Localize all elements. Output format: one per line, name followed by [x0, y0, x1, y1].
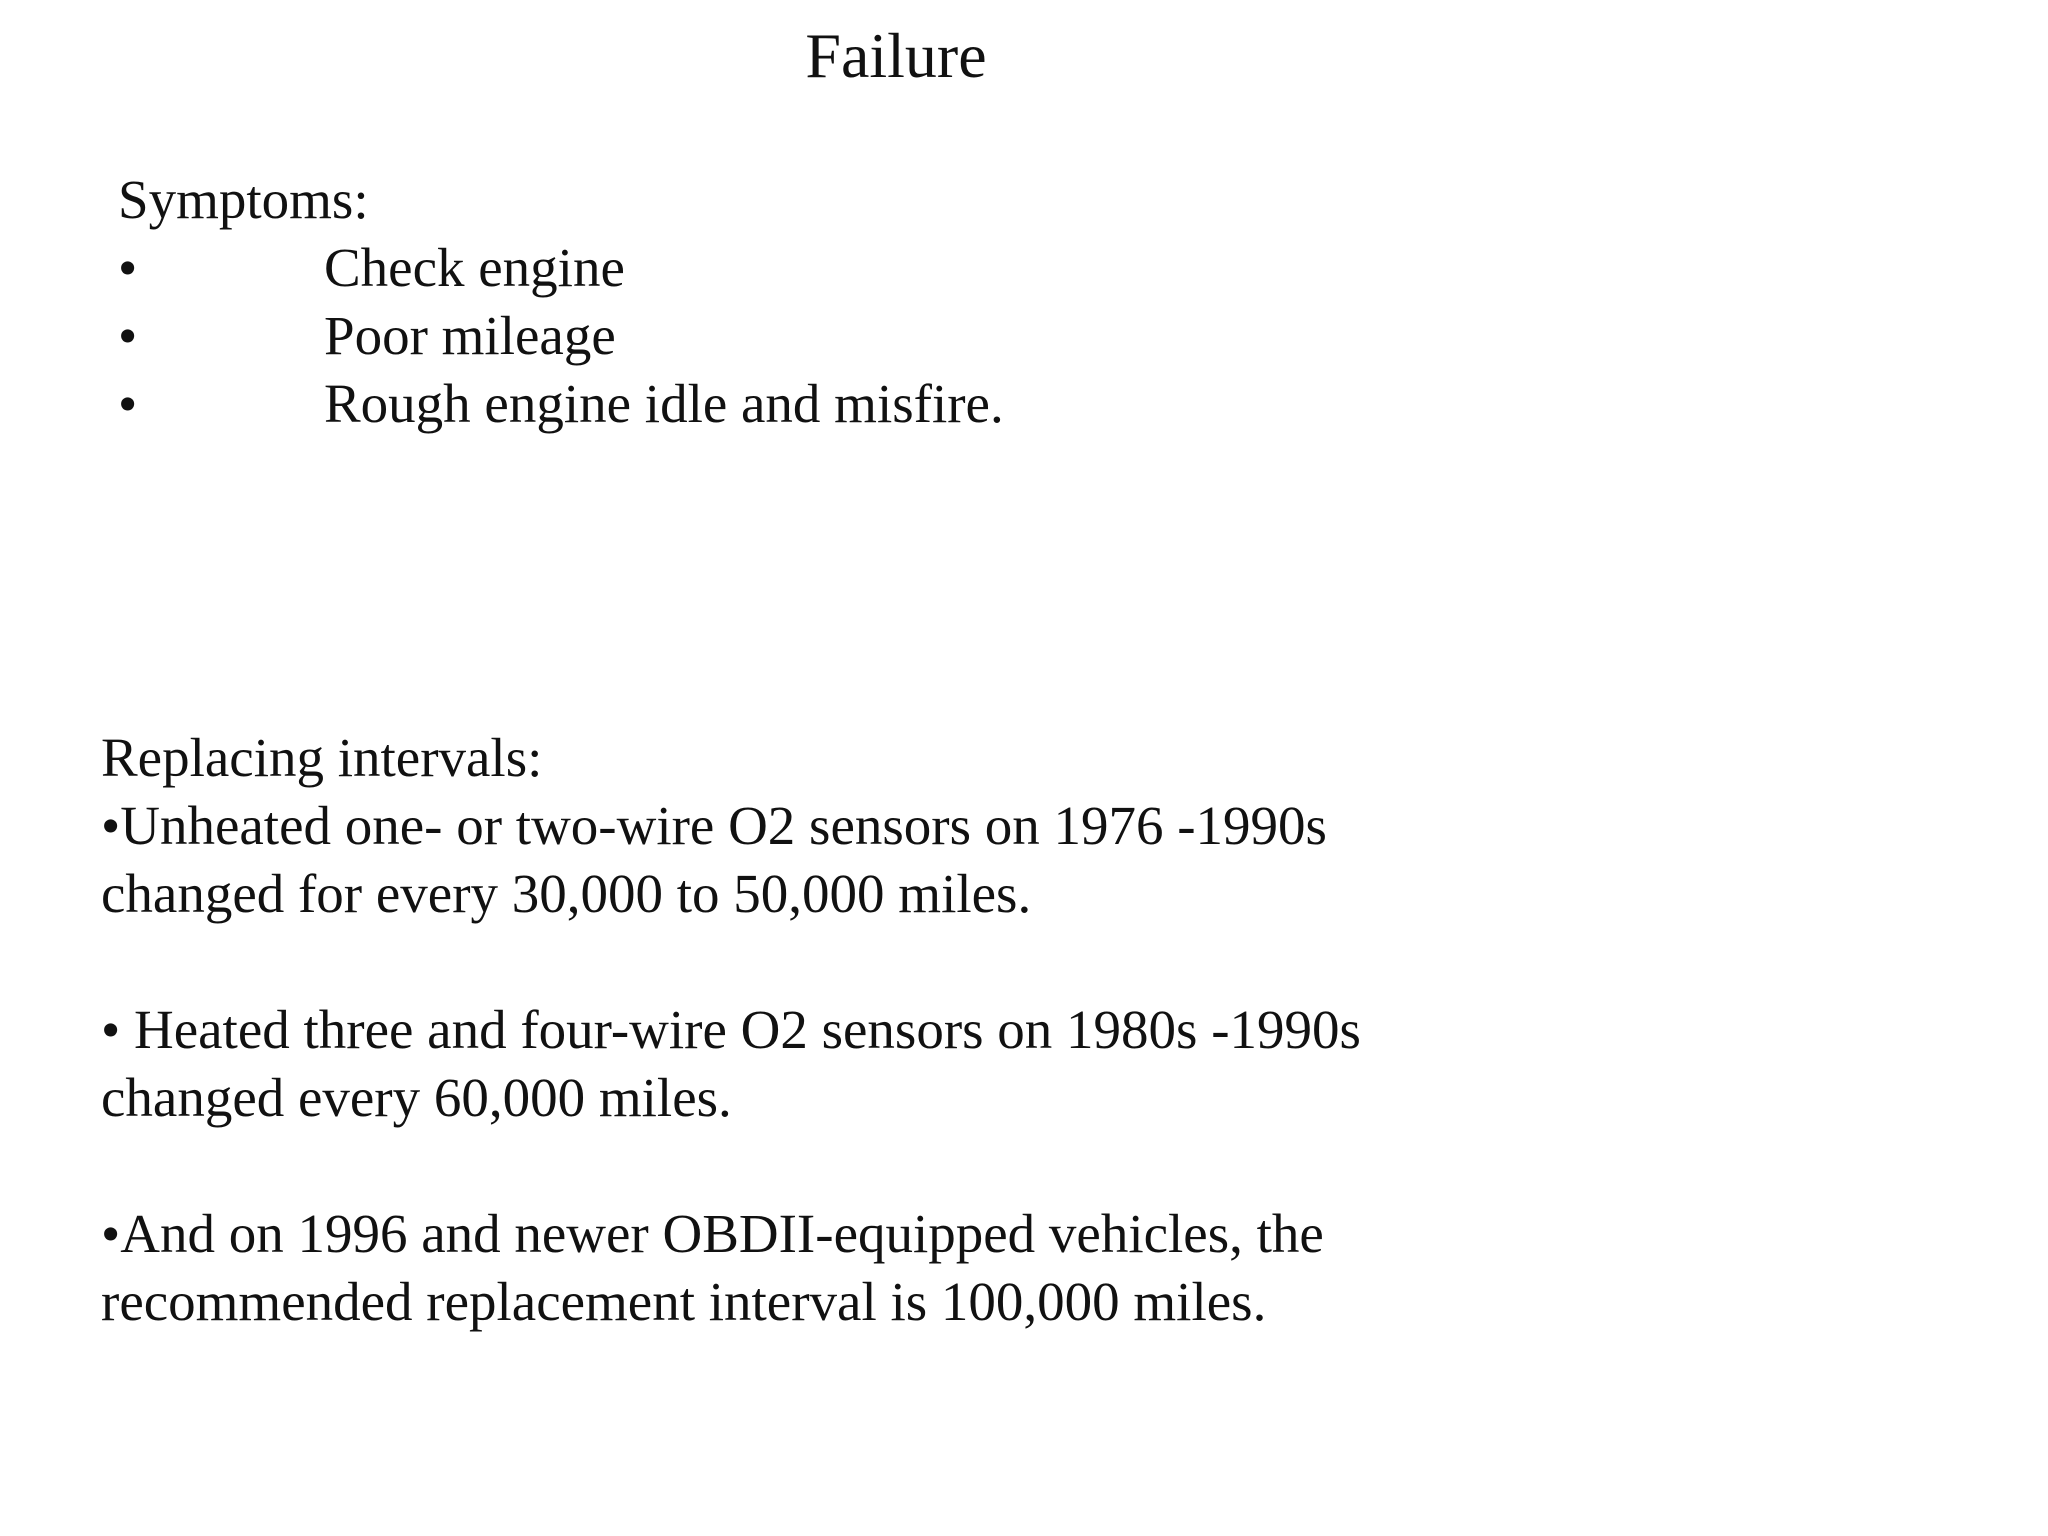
slide-title: Failure — [805, 20, 987, 91]
paragraph-spacer — [101, 928, 1501, 996]
bullet-icon: • — [118, 305, 138, 366]
replacing-intervals-section — [101, 724, 1501, 1336]
interval-paragraph-heated: • Heated three and four-wire O2 sensors on 1980s -1990s changed every 60,000 miles. — [101, 999, 1361, 1128]
symptom-item — [118, 234, 1004, 302]
interval-paragraph-unheated: •Unheated one- or two-wire O2 sensors on 1976 -1990s changed for every 30,000 to 50,000 miles. — [101, 795, 1327, 924]
bullet-icon: • — [118, 237, 138, 298]
paragraph-spacer — [101, 1132, 1501, 1200]
symptom-text: Check engine — [324, 237, 625, 298]
symptom-text: Rough engine idle and misfire. — [324, 373, 1004, 434]
symptom-text: Poor mileage — [324, 305, 616, 366]
intervals-heading: Replacing intervals: — [101, 727, 543, 788]
bullet-icon: • — [118, 373, 138, 434]
symptoms-heading: Symptoms: — [118, 169, 369, 230]
symptom-item — [118, 370, 1004, 438]
symptom-item — [118, 302, 1004, 370]
symptoms-section — [118, 166, 1004, 438]
interval-paragraph-obdii: •And on 1996 and newer OBDII-equipped vehicles, the recommended replacement interval is 100,000 miles. — [101, 1203, 1324, 1332]
